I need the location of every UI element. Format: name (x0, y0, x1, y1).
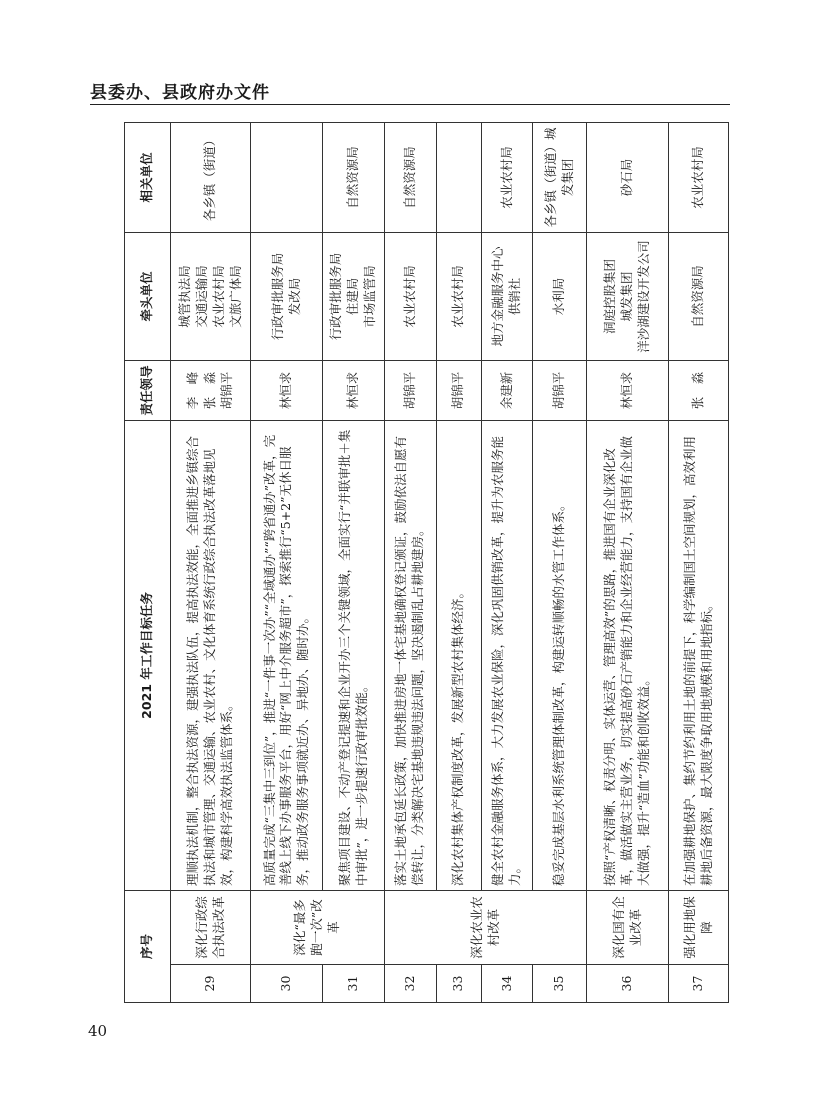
header-related-unit: 相关单位 (125, 122, 171, 232)
row-related-unit: 砂石局 (586, 122, 668, 232)
row-related-unit: 农业农村局 (669, 122, 729, 232)
row-leader: 林恒求 (323, 360, 385, 420)
row-leader: 林恒求 (586, 360, 668, 420)
page-number: 40 (88, 1022, 108, 1040)
row-task: 落实土地承包延长政策，加快推进房地一体宅基地确权登记颁证，鼓励依法自愿有偿转让，分类解决宅基地违规违法问题，坚决遏制乱占耕地建房。 (385, 420, 436, 890)
row-seq: 32 (385, 965, 436, 1003)
row-task: 稳妥完成基层水利系统管理体制改革，构建运转顺畅的水管工作体系。 (533, 420, 587, 890)
header-lead-unit: 牵头单位 (125, 232, 171, 360)
header-divider (90, 104, 730, 105)
row-leader: 胡锦平 (385, 360, 436, 420)
row-seq: 34 (481, 965, 532, 1003)
row-lead-unit: 水利局 (533, 232, 587, 360)
row-category: 深化行政综合执法改革 (171, 890, 251, 964)
table-row (385, 122, 436, 1002)
row-lead-unit: 地方金融服务中心 供销社 (481, 232, 532, 360)
row-leader: 林恒求 (251, 360, 323, 420)
table-row (586, 122, 668, 1002)
header-seq: 序号 (125, 890, 171, 1002)
row-related-unit (436, 122, 481, 232)
row-related-unit: 农业农村局 (481, 122, 532, 232)
row-category: 强化用地保障 (669, 890, 729, 964)
rotated-table-container (124, 123, 729, 1003)
row-seq: 37 (669, 965, 729, 1003)
row-lead-unit: 行政审批服务局 发改局 (251, 232, 323, 360)
row-leader: 胡锦平 (436, 360, 481, 420)
row-related-unit (251, 122, 323, 232)
row-lead-unit: 洞庭控股集团 城发集团 洋沙湖建设开发公司 (586, 232, 668, 360)
row-task: 理顺执法机制，整合执法资源，建强执法队伍，提高执法效能，全面推进乡镇综合执法和城市管理、交通运输、农业农村、文化体育系统行政综合执法改革落地见效，构建科学高效执法监管体系。 (171, 420, 251, 890)
row-related-unit: 自然资源局 (385, 122, 436, 232)
table-row (533, 122, 587, 1002)
row-related-unit: 各乡镇（街道） (171, 122, 251, 232)
row-task: 聚焦项目建设、不动产登记提速和企业开办三个关键领域，全面实行“并联审批＋集中审批”，进一步提速行政审批效能。 (323, 420, 385, 890)
row-task: 深化农村集体产权制度改革，发展新型农村集体经济。 (436, 420, 481, 890)
table-header-row (125, 122, 171, 1002)
row-category: 深化“最多跑一次”改革 (251, 890, 385, 964)
table-row (323, 122, 385, 1002)
row-seq: 30 (251, 965, 323, 1003)
table-row (251, 122, 323, 1002)
row-seq: 31 (323, 965, 385, 1003)
row-lead-unit: 行政审批服务局 住建局 市场监管局 (323, 232, 385, 360)
header-leader: 责任领导 (125, 360, 171, 420)
row-leader: 李 峰 张 淼 胡锦平 (171, 360, 251, 420)
row-lead-unit: 城管执法局 交通运输局 农业农村局 文旅广体局 (171, 232, 251, 360)
document-header-title: 县委办、县政府办文件 (90, 83, 270, 103)
row-lead-unit: 农业农村局 (385, 232, 436, 360)
row-seq: 36 (586, 965, 668, 1003)
header-task: 2021 年工作目标任务 (125, 420, 171, 890)
table-row (481, 122, 532, 1002)
row-task: 高质量完成“三集中三到位”，推进“一件事一次办”“全域通办”“跨省通办”改革，完善线上线下办事服务平台，用好“网上中介服务超市”，探索推行“5+2”无休日服务，推动政务服务事项就近办、异地办、随时办。 (251, 420, 323, 890)
row-task: 在加强耕地保护、集约节约利用土地的前提下，科学编制国土空间规划，高效利用耕地后备资源，最大限度争取用地规模和用地指标。 (669, 420, 729, 890)
table-row (669, 122, 729, 1002)
row-task: 健全农村金融服务体系，大力发展农业保险，深化巩固供销改革，提升为农服务能力。 (481, 420, 532, 890)
row-category: 深化农业农村改革 (385, 890, 587, 964)
row-leader: 胡锦平 (533, 360, 587, 420)
work-task-table (124, 122, 729, 1003)
row-task: 按照“产权清晰、权责分明、实体运营、管理高效”的思路，推进国有企业深化改革，做活做实主营业务，切实提高砂石产销能力和企业经营能力，支持国有企业做大做强，提升“造血”功能和创收效益。 (586, 420, 668, 890)
row-leader: 张 淼 (669, 360, 729, 420)
row-leader: 余建新 (481, 360, 532, 420)
row-category: 深化国有企业改革 (586, 890, 668, 964)
table-row (171, 122, 251, 1002)
row-seq: 29 (171, 965, 251, 1003)
row-related-unit: 各乡镇（街道）城发集团 (533, 122, 587, 232)
row-lead-unit: 农业农村局 (436, 232, 481, 360)
row-seq: 33 (436, 965, 481, 1003)
table-row (436, 122, 481, 1002)
row-lead-unit: 自然资源局 (669, 232, 729, 360)
row-seq: 35 (533, 965, 587, 1003)
row-related-unit: 自然资源局 (323, 122, 385, 232)
